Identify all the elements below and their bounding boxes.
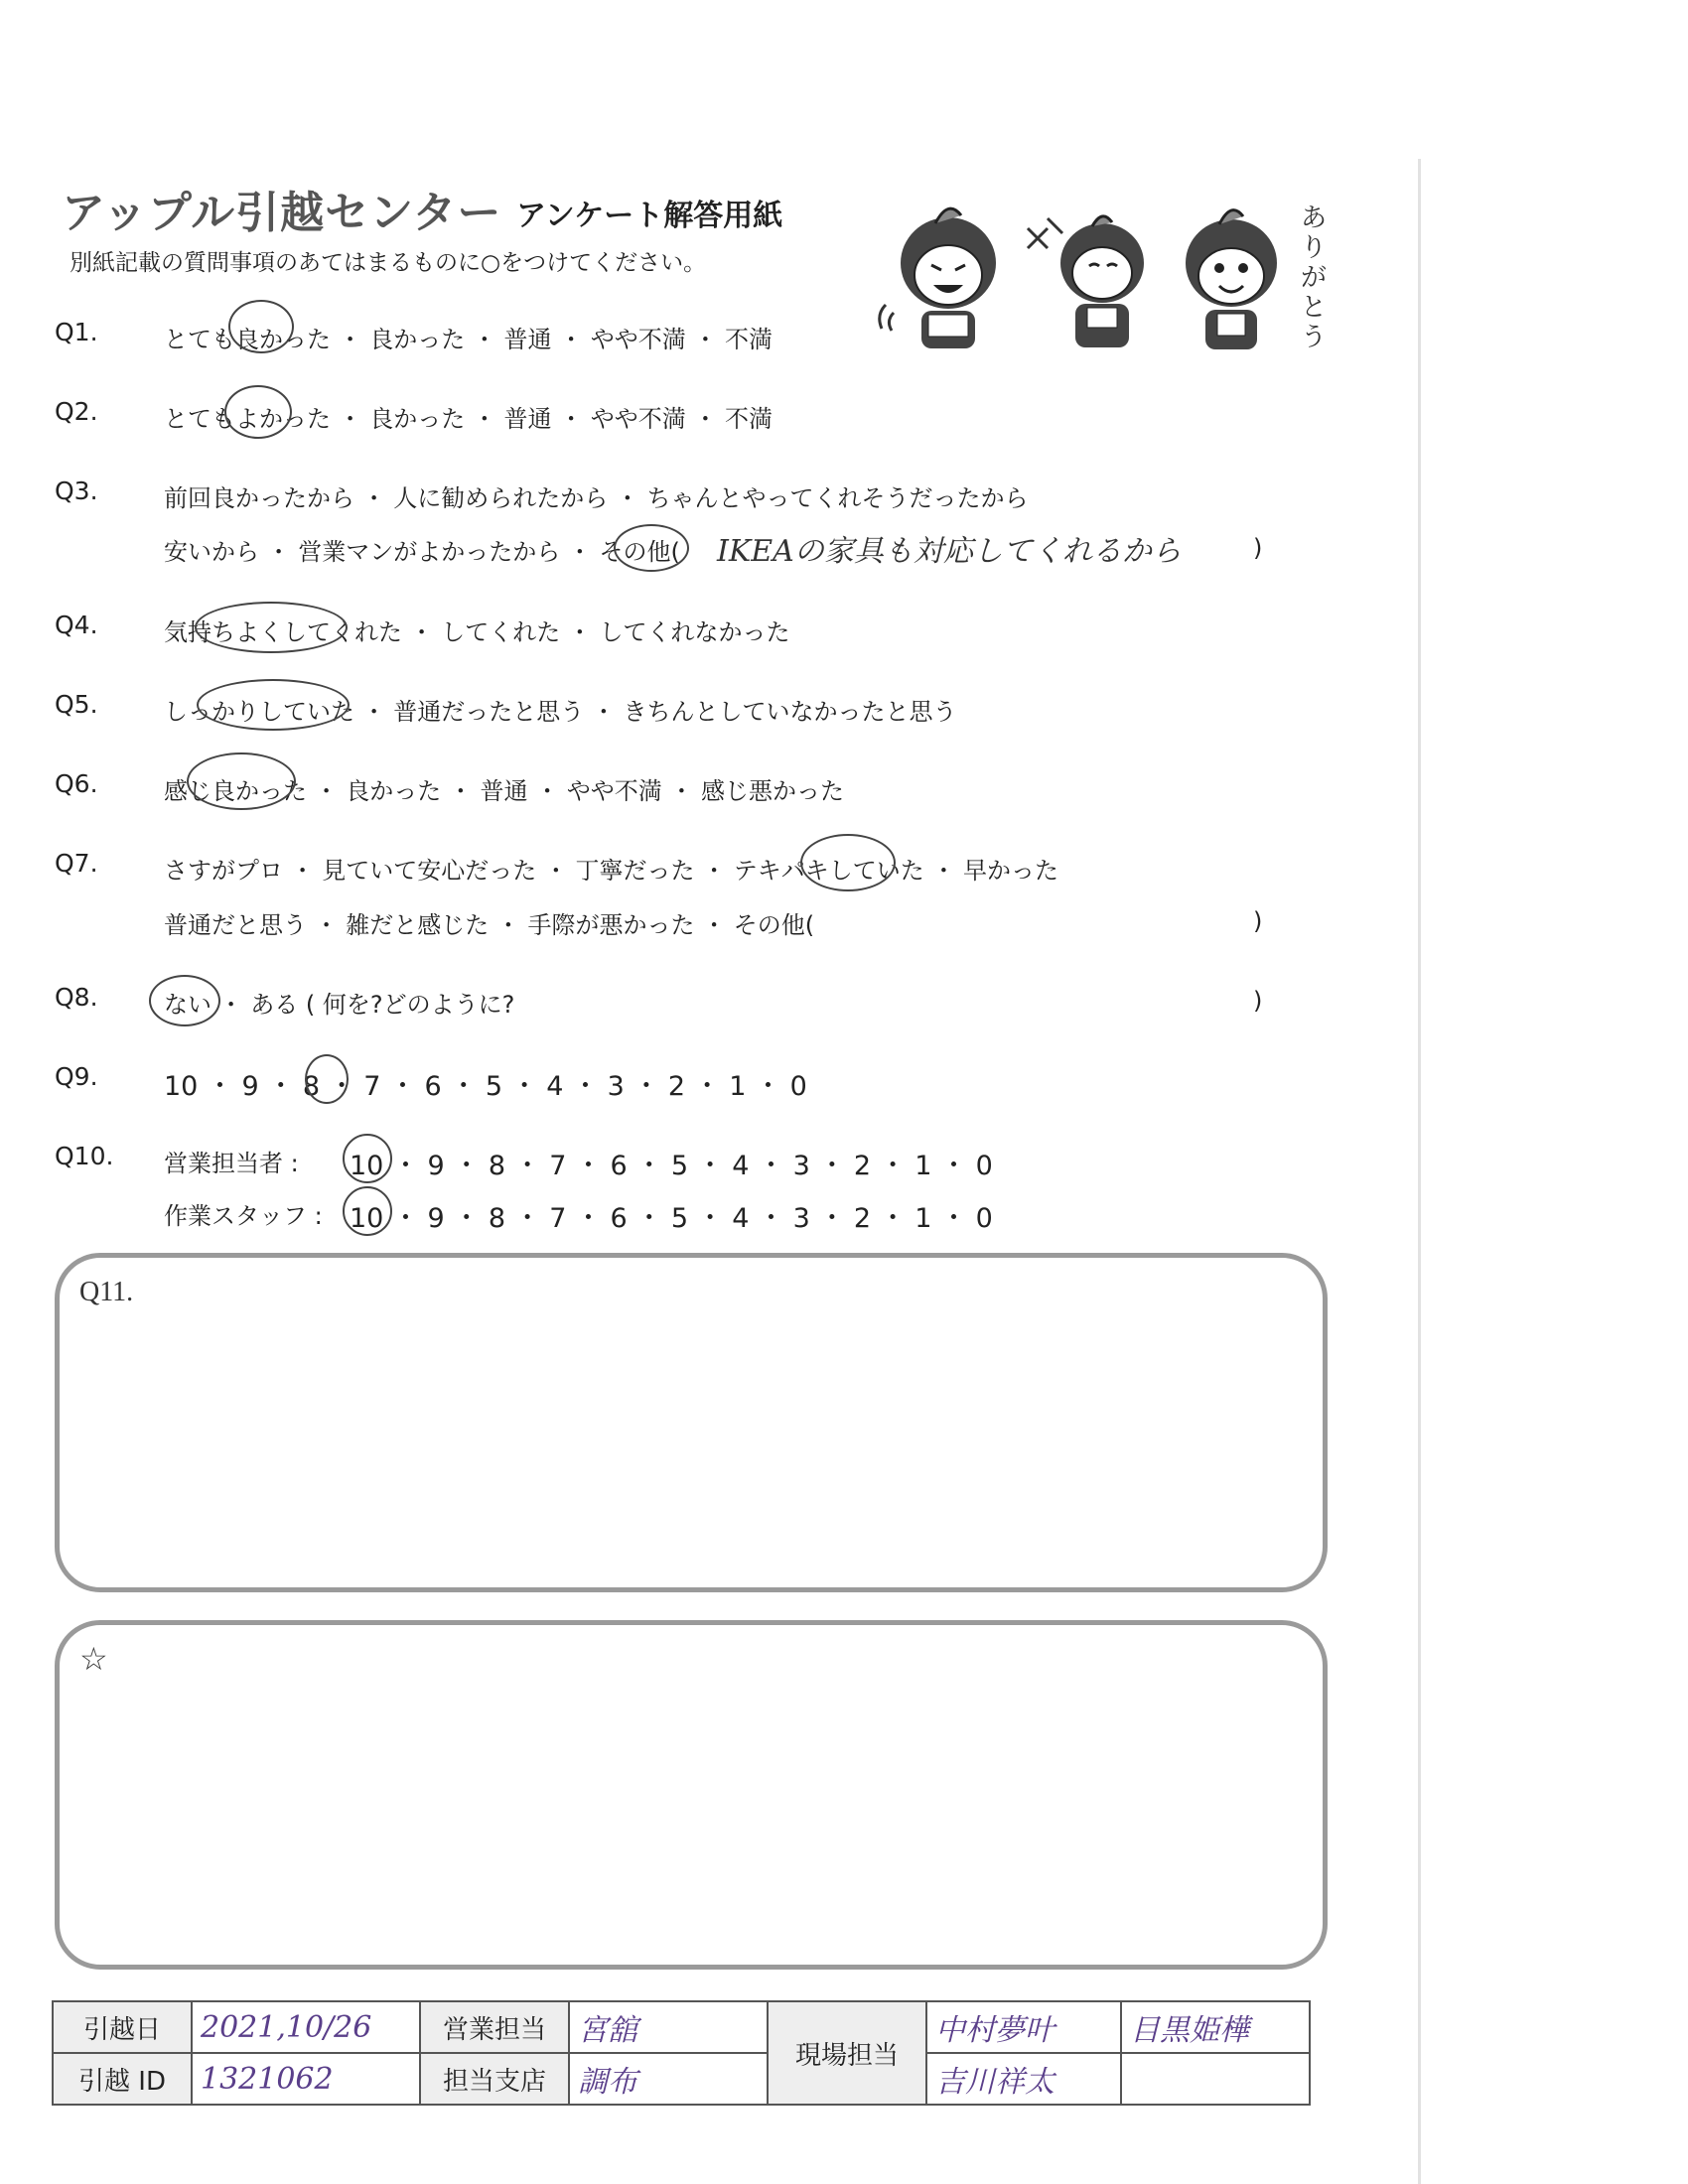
q8-answer-circle [149,975,220,1026]
move-date-label: 引越日 [53,2001,192,2053]
q1-options[interactable]: とても良かった ・ 良かった ・ 普通 ・ やや不満 ・ 不満 [164,326,774,353]
q11-box-label: Q11. [79,1277,134,1307]
mascot-caption: ありがとう [1300,204,1327,352]
site-staff-2: 目黒姫樺 [1121,2001,1310,2053]
branch-label: 担当支店 [420,2053,569,2105]
q7-label: Q7. [55,849,98,878]
q5-label: Q5. [55,690,98,719]
q8-label: Q8. [55,983,98,1012]
page-edge-line [1418,159,1421,2184]
instruction-text: 別紙記載の質問事項のあてはまるものに○をつけてください。 [70,250,707,276]
q1-label: Q1. [55,318,98,346]
q5-options[interactable]: しっかりしていた ・ 普通だったと思う ・ きちんとしていなかったと思う [164,698,957,726]
q8-close-paren: ) [1253,987,1263,1015]
q10-label: Q10. [55,1142,114,1170]
q9-scale[interactable]: 10 ・ 9 ・ 8 ・ 7 ・ 6 ・ 5 ・ 4 ・ 3 ・ 2 ・ 1 ・ 0 [164,1071,807,1102]
q2-label: Q2. [55,397,98,426]
q3-close-paren: ) [1253,534,1263,562]
site-staff-3: 吉川祥太 [926,2053,1121,2105]
q10-sales-answer-circle [343,1134,392,1183]
move-id-value: 1321062 [192,2053,420,2105]
q11-comment-box[interactable] [55,1253,1328,1592]
mascot-monkey-icon [1162,199,1301,357]
q8-options[interactable]: ない ・ ある ( 何を?どのように? [164,991,515,1019]
q2-options[interactable]: とてもよかった ・ 良かった ・ 普通 ・ やや不満 ・ 不満 [164,405,774,433]
branch-value: 調布 [569,2053,768,2105]
q6-answer-circle [187,752,296,810]
q3-answer-circle [614,524,689,572]
q1-answer-circle [228,300,294,353]
q7-options-line2[interactable]: 普通だと思う ・ 雑だと感じた ・ 手際が悪かった ・ その他( [164,911,815,939]
brand-title: アップル引越センター [62,188,502,238]
q4-label: Q4. [55,611,98,639]
q7-answer-circle [800,834,896,891]
q3-other-handwritten: IKEAの家具も対応してくれるから [717,534,1182,569]
q4-options[interactable]: 気持ちよくしてくれた ・ してくれた ・ してくれなかった [164,618,790,646]
q2-answer-circle [224,385,292,439]
mascot-monkey-icon [1018,208,1167,357]
q9-answer-circle [305,1054,349,1104]
q10-staff-label: 作業スタッフ : [164,1202,323,1230]
q10-sales-scale[interactable]: 10 ・ 9 ・ 8 ・ 7 ・ 6 ・ 5 ・ 4 ・ 3 ・ 2 ・ 1 ・ 0 [350,1151,993,1181]
move-date-value: 2021,10/26 [192,2001,420,2053]
sales-rep-label: 営業担当 [420,2001,569,2053]
q10-staff-scale[interactable]: 10 ・ 9 ・ 8 ・ 7 ・ 6 ・ 5 ・ 4 ・ 3 ・ 2 ・ 1 ・ 0 [350,1203,993,1234]
q10-sales-label: 営業担当者 : [164,1150,299,1177]
q3-label: Q3. [55,477,98,505]
q10-staff-answer-circle [343,1186,392,1236]
q9-label: Q9. [55,1062,98,1091]
footer-info-table [52,2000,1311,2106]
q3-options-line2[interactable]: 安いから ・ 営業マンがよかったから ・ その他( [164,538,680,566]
mascot-monkey-icon [874,194,1023,357]
sales-rep-value: 宮舘 [569,2001,768,2053]
site-staff-4 [1121,2053,1310,2105]
q4-answer-circle [195,602,348,653]
site-staff-label: 現場担当 [768,2001,926,2105]
q5-answer-circle [197,679,350,731]
q6-label: Q6. [55,769,98,798]
q3-options-line1[interactable]: 前回良かったから ・ 人に勧められたから ・ ちゃんとやってくれそうだったから [164,484,1029,512]
move-id-label: 引越 ID [53,2053,192,2105]
star-box-label: ☆ [79,1641,108,1677]
form-subtitle: アンケート解答用紙 [516,199,783,233]
star-comment-box[interactable] [55,1620,1328,1970]
q7-options-line1[interactable]: さすがプロ ・ 見ていて安心だった ・ 丁寧だった ・ テキパキしていた ・ 早かった [164,857,1059,885]
q6-options[interactable]: 感じ良かった ・ 良かった ・ 普通 ・ やや不満 ・ 感じ悪かった [164,777,845,805]
q7-close-paren: ) [1253,907,1263,935]
site-staff-1: 中村夢叶 [926,2001,1121,2053]
